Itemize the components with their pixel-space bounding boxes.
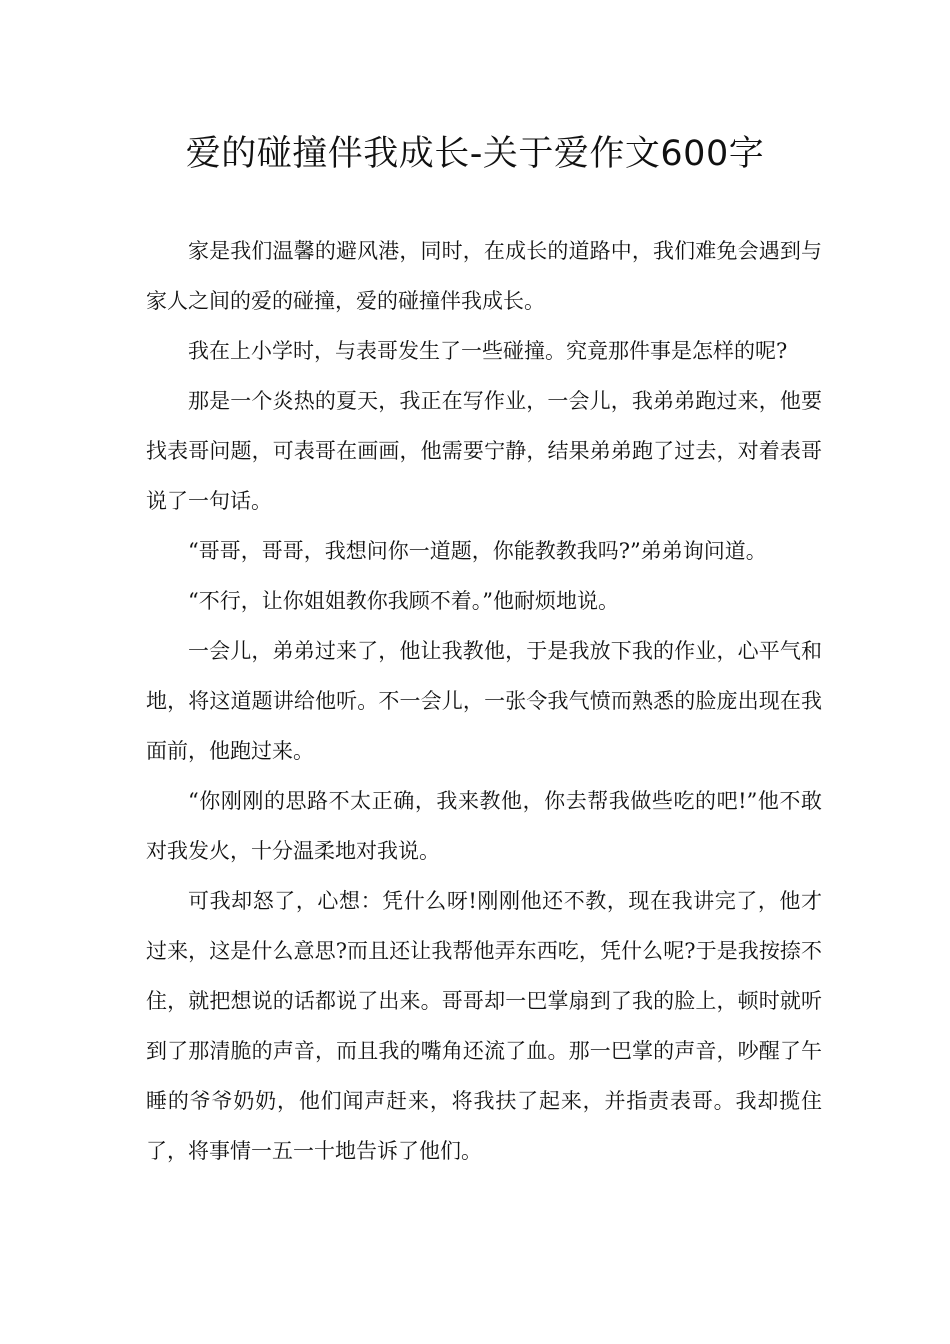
paragraph: 可我却怒了，心想：凭什么呀!刚刚他还不教，现在我讲完了，他才过来，这是什么意思?而且还让我帮他弄东西吃，凭什么呢?于是我按捺不住，就把想说的话都说了出来。哥哥却一巴掌扇到了我的脸上，顿时就听到了那清脆的声音，而且我的嘴角还流了血。那一巴掌的声音，吵醒了午睡的爷爷奶奶，他们闻声赶来，将我扶了起来，并指责表哥。我却揽住了，将事情一五一十地告诉了他们。: [146, 889, 822, 1163]
paragraph: “哥哥，哥哥，我想问你一道题，你能教教我吗?”弟弟询问道。: [188, 539, 767, 563]
paragraph: “你刚刚的思路不太正确，我来教他，你去帮我做些吃的吧!”他不敢对我发火，十分温柔地对我说。: [146, 789, 822, 863]
paragraph: 家是我们温馨的避风港，同时，在成长的道路中，我们难免会遇到与家人之间的爱的碰撞，爱的碰撞伴我成长。: [146, 239, 822, 313]
document-title: 爱的碰撞伴我成长-关于爱作文600字: [185, 134, 765, 174]
paragraph: 那是一个炎热的夏天，我正在写作业，一会儿，我弟弟跑过来，他要找表哥问题，可表哥在画画，他需要宁静，结果弟弟跑了过去，对着表哥说了一句话。: [146, 389, 822, 513]
document-body: [146, 226, 822, 1176]
paragraph: 我在上小学时，与表哥发生了一些碰撞。究竟那件事是怎样的呢?: [188, 339, 788, 363]
paragraph: 一会儿，弟弟过来了，他让我教他，于是我放下我的作业，心平气和地，将这道题讲给他听。不一会儿，一张令我气愤而熟悉的脸庞出现在我面前，他跑过来。: [146, 639, 822, 763]
paragraph: “不行，让你姐姐教你我顾不着。”他耐烦地说。: [188, 589, 619, 613]
